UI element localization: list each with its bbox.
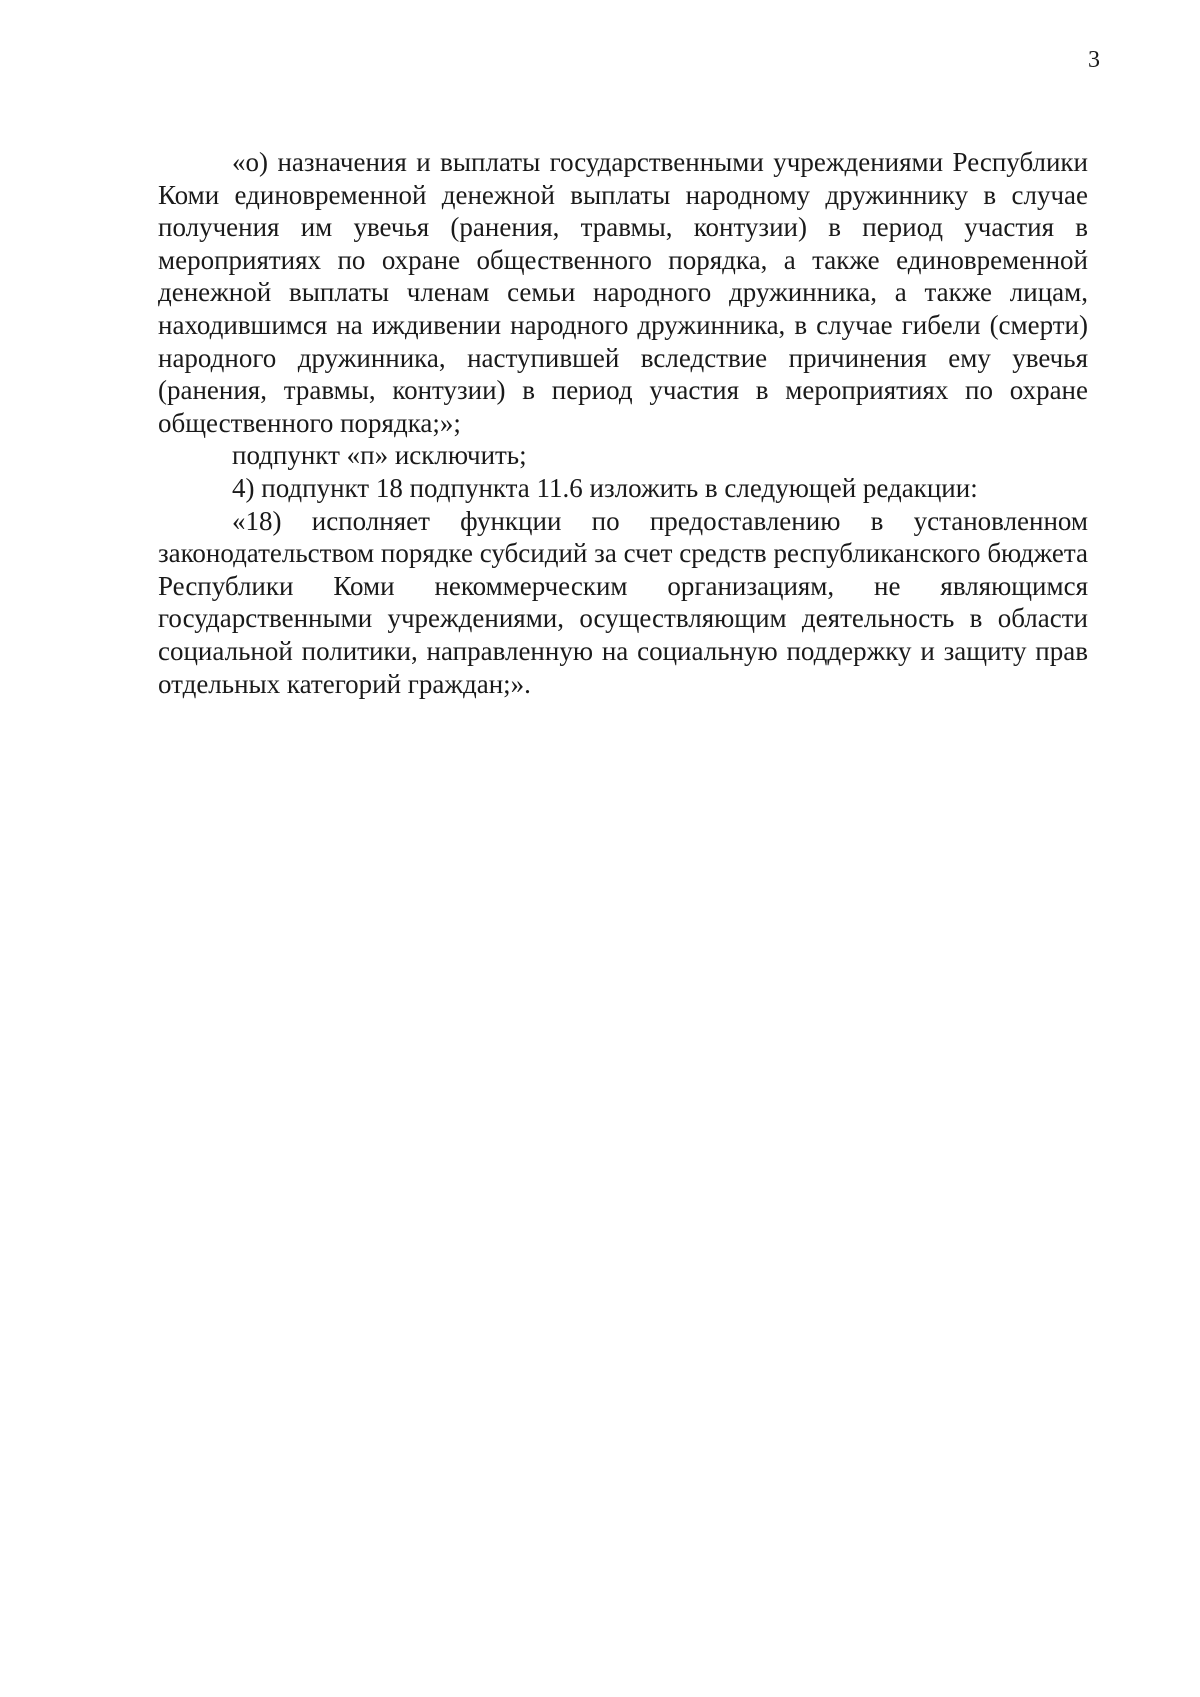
- paragraph-exclude-item-p: подпункт «п» исключить;: [232, 440, 527, 471]
- paragraph-item-18: «18) исполняет функции по предоставлению в установленном законодательством порядке субсидий за счет средств республиканского бюджета Республики Коми некоммерческим организациям, не являющимся государственными учреждениями, осуществляющим деятельность в области социальной политики, направленную на социальную поддержку и защиту прав отдельных категорий граждан;».: [158, 505, 1088, 699]
- paragraph-item-o: «о) назначения и выплаты государственными учреждениями Республики Коми единовременной денежной выплаты народному дружиннику в случае получения им увечья (ранения, травмы, контузии) в период участия в мероприятиях по охране общественного порядка, а также единовременной денежной выплаты членам семьи народного дружинника, а также лицам, находившимся на иждивении народного дружинника, в случае гибели (смерти) народного дружинника, наступившей вследствие причинения ему увечья (ранения, травмы, контузии) в период участия в мероприятиях по охране общественного порядка;»;: [158, 147, 1088, 438]
- document-body: [158, 146, 1088, 700]
- paragraph-amendment-4: 4) подпункт 18 подпункта 11.6 изложить в следующей редакции:: [232, 472, 978, 503]
- page-number: 3: [1088, 47, 1100, 73]
